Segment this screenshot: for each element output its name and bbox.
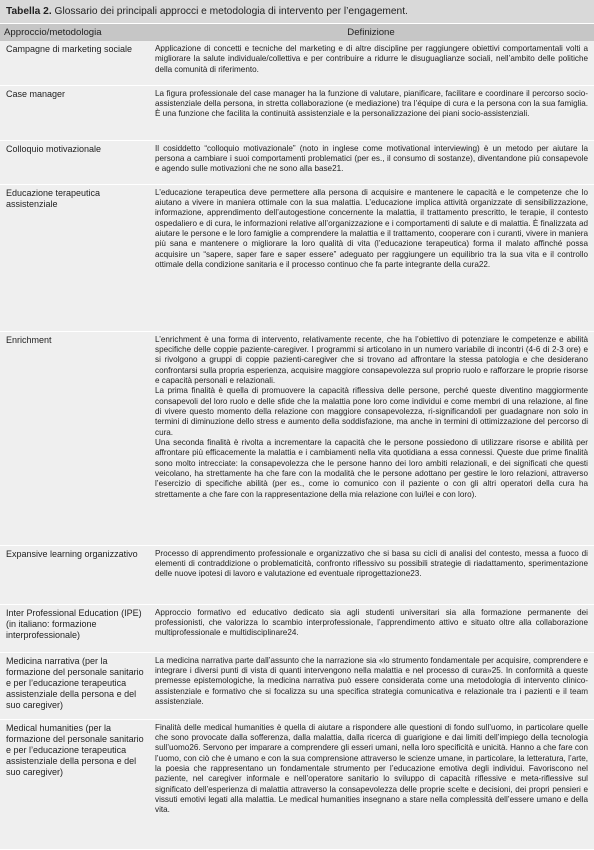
- table-row: [0, 331, 594, 545]
- table-row: [0, 140, 594, 184]
- table-row: [0, 719, 594, 849]
- table-header-row: [0, 24, 594, 41]
- approach-cell: Campagne di marketing sociale: [0, 41, 148, 85]
- definition-cell: [148, 140, 594, 184]
- definition-paragraph: Applicazione di concetti e tecniche del marketing e di altre discipline per raggiungere obiettivi comportamentali volti a migliorare la salute individuale/collettiva e per contribuire a ridurre le disuguaglianze sociali, nell’ambito delle politiche della comunità di riferimento.: [155, 44, 588, 74]
- table-caption-text: Glossario dei principali approcci e metodologia di intervento per l’engagement.: [51, 6, 408, 17]
- table-row: [0, 41, 594, 85]
- definition-paragraph: La medicina narrativa parte dall’assunto che la narrazione sia «lo strumento fondamentale per acquisire, comprendere e integrare i diversi punti di vista di quanti intervengono nella malattia e nel processo di cura»25. In conformità a queste premesse epistemologiche, la medicina narrativa può essere considerata come una metodologia di intervento clinico-assistenziale e formativo che si focalizza su una specifica strategia comunicativa e relazionale tra i pazienti e il team assistenziale.: [155, 655, 588, 706]
- approach-cell: Case manager: [0, 85, 148, 140]
- header-definition: Definizione: [148, 24, 594, 41]
- definition-cell: [148, 604, 594, 652]
- table-row: [0, 184, 594, 331]
- definition-paragraph: La figura professionale del case manager ha la funzione di valutare, pianificare, facilitare e coordinare il percorso socio-assistenziale della persona, in stretta collaborazione (e mediazione) tra l’équipe di cura e la persona con la sua famiglia. È una funzione che facilita la continuità assistenziale e la personalizzazione dei piani socio-assistenziali.: [155, 88, 588, 119]
- definition-paragraph: L’educazione terapeutica deve permettere alla persona di acquisire e mantenere le capacità e le competenze che lo aiutano a vivere in maniera ottimale con la sua malattia. L’educazione implica attività organizzate di sensibilizzazione, informazione, apprendimento dell’autogestione concernente la malattia, il trattamento prescritto, le terapie, il contesto ospedaliero e di cura, le informazioni relative all’organizzazione e i comportamenti di salute e di malattia. È finalizzata ad aiutare le persone e le loro famiglie a comprendere la malattia e il trattamento, cooperare con i curanti, vivere in maniera più sana e mantenere o migliorare la loro qualità di vita (l’educazione terapeutica) forma il malato affinché possa acquisire un “sapere, saper fare e saper essere” adeguato per raggiungere un equilibrio tra la sua vita e il controllo ottimale della condizione sanitaria e il processo continuo che fa parte integrante della cura22.: [155, 187, 588, 269]
- approach-cell: Colloquio motivazionale: [0, 140, 148, 184]
- definition-cell: [148, 719, 594, 849]
- definition-cell: [148, 331, 594, 545]
- approach-cell: Expansive learning organizzativo: [0, 545, 148, 604]
- definition-cell: [148, 652, 594, 719]
- table-row: [0, 652, 594, 719]
- header-approach: Approccio/metodologia: [0, 24, 148, 41]
- definition-paragraph: La prima finalità è quella di promuovere la capacità riflessiva delle persone, perché queste diventino maggiormente consapevoli del loro ruolo e delle sfide che la malattia pone loro come individui e come membri di una relazione, al fine di vivere questo momento della relazione con maggiore consapevolezza, ri-significandoli per guadagnare non solo in termini di diminuzione dello stress e aumento della soddisfazione, ma anche in termini di ottimizzazione del percorso di cura.: [155, 386, 588, 437]
- definition-paragraph: Approccio formativo ed educativo dedicato sia agli studenti universitari sia alla formazione permanente dei professionisti, che valorizza lo scambio interprofessionale, l’apprendimento attivo e situato oltre alla collaborazione multiprofessionale e multidisciplinare24.: [155, 607, 588, 638]
- definition-paragraph: Una seconda finalità è rivolta a incrementare la capacità che le persone possiedono di utilizzare risorse e abilità per affrontare più efficacemente la malattia e i cambiamenti nella vita quotidiana a essa connessi. Queste due prime finalità sono molto intrecciate: la consapevolezza che le persone hanno dei loro ambiti relazionali, e dei significati che questi veicolano, ha strettamente ha che fare con la modalità che le persone adottano per gestire le loro relazioni, attraverso l’esercizio di specifiche abilità (per es., come io comunico con il paziente o con gli altri operatori della cura ha strettamente a che fare con la rappresentazione della mia relazione con lui/lei e con loro).: [155, 437, 588, 499]
- approach-cell: Inter Professional Education (IPE) (in italiano: formazione interprofessionale): [0, 604, 148, 652]
- definition-paragraph: Finalità delle medical humanities è quella di aiutare a rispondere alle questioni di fondo sull’uomo, in particolare quelle che sono provocate dalla sofferenza, dalla malattia, dalla ricerca di guarigione e dai limiti dell’impiego della tecnologia sull’uomo26. Servono per imparare a comprendere gli esseri umani, nella loro specificità e unicità. Hanno a che fare con l’uomo, con ciò che è umano e con la sua comprensione attraverso le scienze umane, in particolare, la letteratura, l’arte, la poesia che rappresentano un fondamentale strumento per l’educazione emotiva degli individui. Favoriscono nel paziente, nel caregiver informale e nell’operatore sanitario lo sviluppo di capacità riflessive e meta-riflessive sul significato dell’esperienza di malattia attraverso la consapevolezza delle proprie scelte e decisioni, dei propri pensieri e vissuti emotivi legati alla malattia. Le medical humanities insegnano a stare nella complessità dell’essere umano e della vita.: [155, 722, 588, 815]
- definition-paragraph: L’enrichment è una forma di intervento, relativamente recente, che ha l’obiettivo di potenziare le competenze e abilità specifiche delle coppie paziente-caregiver. I programmi si articolano in un numero variabile di incontri (4-6 di 2-3 ore) e si rivolgono a gruppi di coppie pazienti-caregiver che si trovano ad affrontare la stessa patologia e che desiderano confrontarsi sulla propria esperienza, acquisire maggiore consapevolezza sul proprio ruolo e rafforzare le proprie risorse e capacità personali e relazionali.: [155, 334, 588, 385]
- definition-cell: [148, 545, 594, 604]
- glossary-table: [0, 24, 594, 850]
- approach-cell: Medical humanities (per la formazione del personale sanitario e per l’educazione terapeutica assistenziale della persona e del suo caregiver): [0, 719, 148, 849]
- table-row: [0, 604, 594, 652]
- definition-paragraph: Processo di apprendimento professionale e organizzativo che si basa su cicli di analisi del contesto, messa a fuoco di elementi di contraddizione o problematicità, confronto riflessivo su possibili strategie di riadattamento, sperimentazione delle nuove ipotesi di lavoro e valutazione ed eventuale riprogettazione23.: [155, 548, 588, 579]
- approach-cell: Enrichment: [0, 331, 148, 545]
- definition-paragraph: Il cosiddetto “colloquio motivazionale” (noto in inglese come motivational interviewing) è un metodo per aiutare la persona a cambiare i suoi comportamenti problematici (per es., il consumo di sostanze), diventandone più consapevole e agendo sulle motivazioni che ne sono alla base21.: [155, 143, 588, 174]
- table-row: [0, 545, 594, 604]
- table-body: [0, 41, 594, 849]
- definition-cell: [148, 41, 594, 85]
- table-caption-label: Tabella 2.: [6, 6, 52, 17]
- table-caption: [0, 0, 594, 23]
- definition-cell: [148, 85, 594, 140]
- table-row: [0, 85, 594, 140]
- approach-cell: Educazione terapeutica assistenziale: [0, 184, 148, 331]
- approach-cell: Medicina narrativa (per la formazione del personale sanitario e per l’educazione terapeutica assistenziale della persona e del suo caregiver): [0, 652, 148, 719]
- definition-cell: [148, 184, 594, 331]
